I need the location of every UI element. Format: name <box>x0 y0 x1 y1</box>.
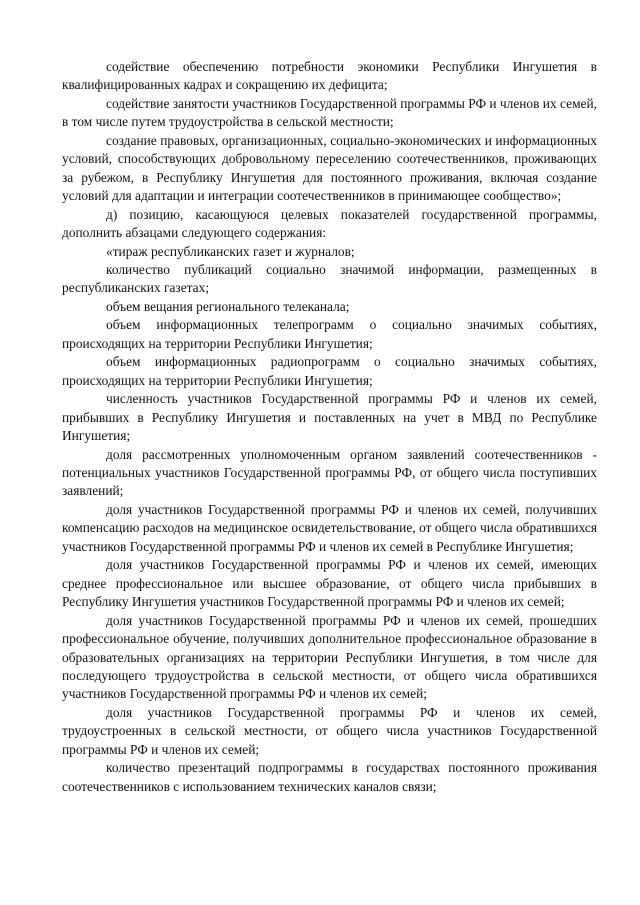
paragraph: количество презентаций подпрограммы в государствах постоянного проживания соотечественников с использованием технических каналов связи; <box>62 760 597 794</box>
document-page <box>62 58 597 796</box>
paragraph: содействие обеспечению потребности экономики Республики Ингушетия в квалифицированных кадрах и сокращению их дефицита; <box>62 59 597 93</box>
paragraph: доля участников Государственной программы РФ и членов их семей, имеющих среднее профессиональное или высшее образование, от общего числа прибывших в Республику Ингушетия участников Государственной программы РФ и членов их семей; <box>62 557 597 610</box>
paragraph: численность участников Государственной программы РФ и членов их семей, прибывших в Республику Ингушетия и поставленных на учет в МВД по Республике Ингушетия; <box>62 391 597 444</box>
paragraph: д) позицию, касающуюся целевых показателей государственной программы, дополнить абзацами следующего содержания: <box>62 206 597 241</box>
paragraph: доля участников Государственной программы РФ и членов их семей, трудоустроенных в сельской местности, от общего числа участников Государственной программы РФ и членов их семей; <box>62 704 597 757</box>
paragraph: доля участников Государственной программы РФ и членов их семей, прошедших профессиональное обучение, получивших дополнительное профессиональное образование в образовательных организациях на территории Республики Ингушетия, в том числе для последующего трудоустройства в сельской местности, от общего числа обратившихся участников Государственной программы РФ и членов их семей; <box>62 612 597 702</box>
paragraph: доля участников Государственной программы РФ и членов их семей, получивших компенсацию расходов на медицинское освидетельствование, от общего числа обратившихся участников Государственной программы РФ и членов их семей в Республике Ингушетия; <box>62 501 597 554</box>
paragraph: объем информационных телепрограмм о социально значимых событиях, происходящих на территории Республики Ингушетия; <box>62 317 597 351</box>
paragraph: создание правовых, организационных, социально-экономических и информационных условий, способствующих добровольному переселению соотечественников, проживающих за рубежом, в Республику Ингушетия для постоянного проживания, включая создание условий для адаптации и интеграции соотечественников в принимающее сообщество»; <box>62 132 597 204</box>
paragraph: «тираж республиканских газет и журналов; <box>106 243 355 259</box>
paragraph: количество публикаций социально значимой информации, размещенных в республиканских газетах; <box>62 261 597 296</box>
paragraph: доля рассмотренных уполномоченным органом заявлений соотечественников - потенциальных участников Государственной программы РФ, от общего числа поступивших заявлений; <box>62 446 597 499</box>
paragraph: содействие занятости участников Государственной программы РФ и членов их семей, в том числе путем трудоустройства в сельской местности; <box>62 95 597 130</box>
paragraph: объем информационных радиопрограмм о социально значимых событиях, происходящих на территории Республики Ингушетия; <box>62 354 597 388</box>
paragraph: объем вещания регионального телеканала; <box>106 298 350 314</box>
